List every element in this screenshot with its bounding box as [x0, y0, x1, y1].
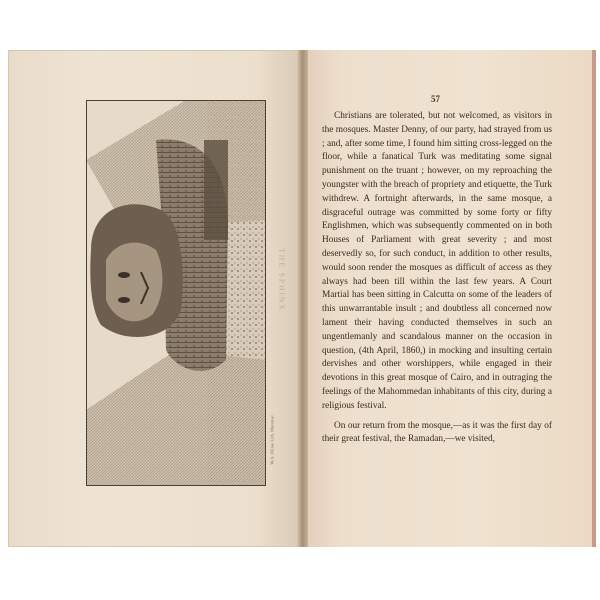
plate-credit: W.A. Dillon Lith. Montreal	[269, 415, 275, 465]
paragraph: Christians are tolerated, but not welcomed, as visitors in the mosques. Master Denny, of our party, had strayed from us ; and, after some time, I found him sitting cross-legged on the floor, while a fanatical Turk was meditating some signal punishment on the truant ; however, on my reproaching the youngster with the breach of propriety and etiquette, the Turk withdrew. A fortnight afterwards, in the same mosque, a disgraceful outrage was committed by some forty or fifty Englishmen, which was subsequently commented on in both Houses of Parliament with great severity ; and most deservedly so, for such conduct, in addition to other results, would soon render the mosques as difficult of access as they always had been till within the last few years. A Court Martial has been sitting in Calcutta on some of the leaders of this unwarrantable insult ; and doubtless all concerned now lament their having conducted themselves in such an ungentlemanly and scandalous manner on the occasion in question, (4th April, 1860,) in mocking and insulting certain dervishes and other worshippers, while engaged in their devotions in this great mosque of Cairo, and in outraging the feelings of the Mahommedan inhabitants of this city, during a religious festival.	[322, 111, 552, 411]
page-edge	[592, 50, 596, 547]
plate-caption: THE SPHINX	[277, 248, 287, 312]
paragraph: On our return from the mosque,—as it was the first day of their great festival, the Ramadan,—we visited,	[322, 420, 552, 445]
sphinx-illustration	[86, 100, 266, 486]
book-gutter	[298, 50, 308, 547]
page-number: 57	[431, 94, 440, 104]
page-text	[322, 110, 552, 453]
